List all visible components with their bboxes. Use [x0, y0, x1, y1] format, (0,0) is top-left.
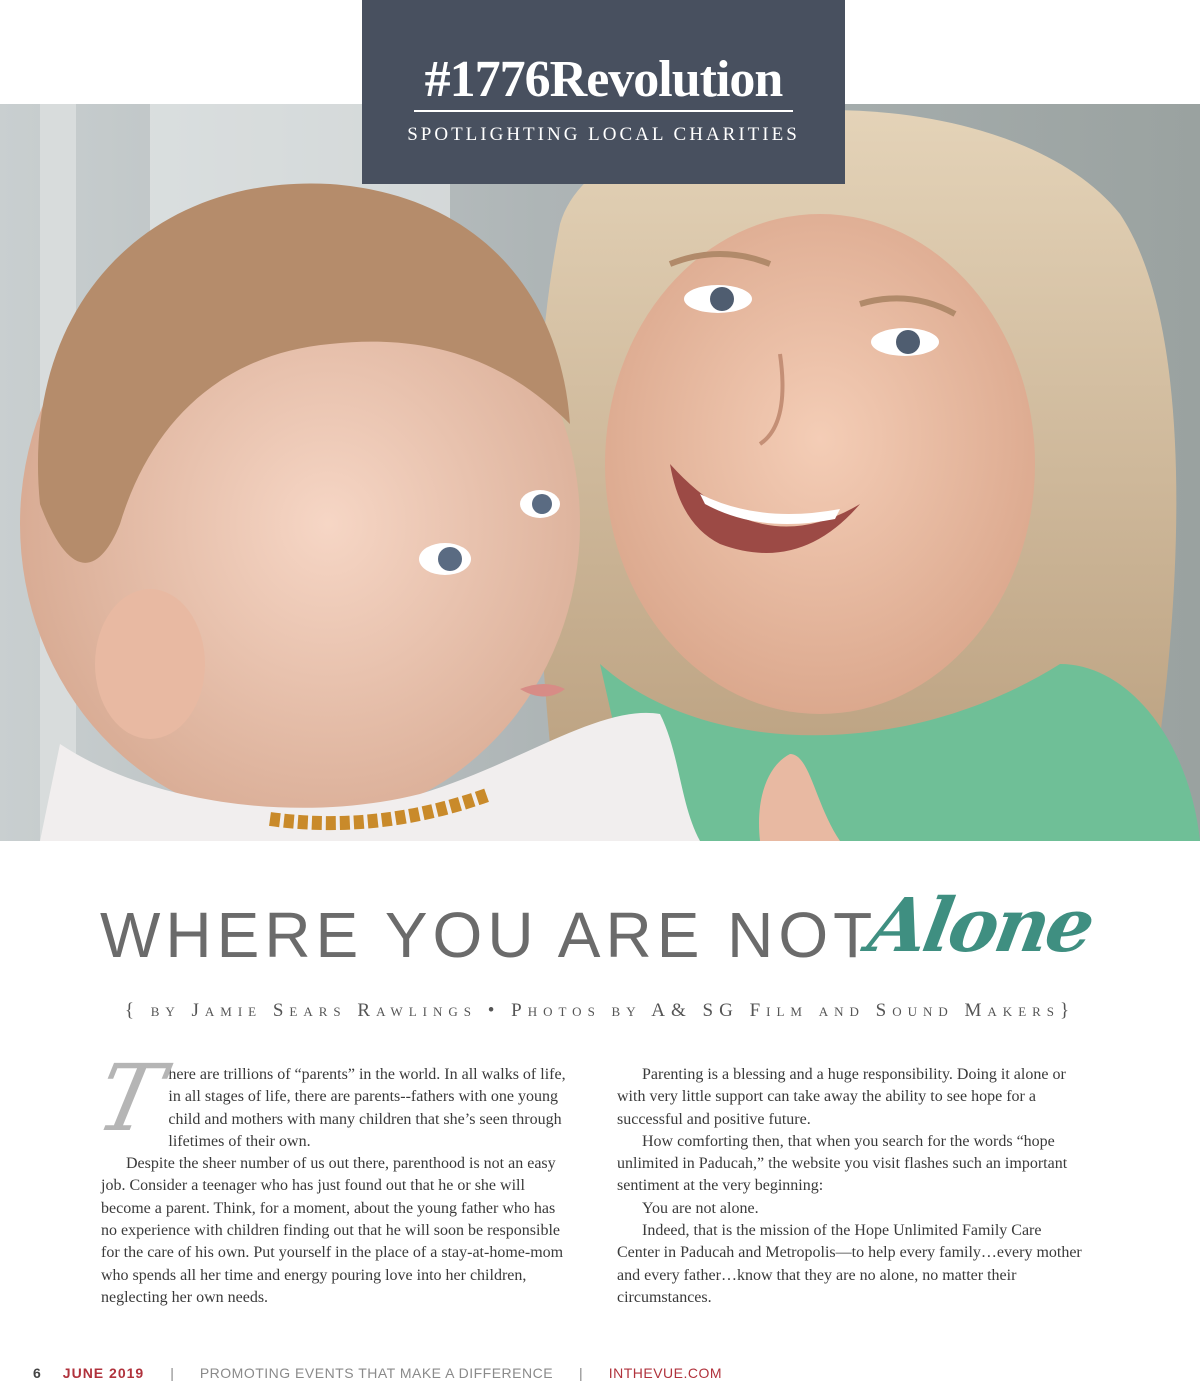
paragraph: How comforting then, that when you search for the words “hope unlimited in Paducah,” the website you visit flashes such an important sentiment at the very beginning:	[617, 1132, 1068, 1195]
masthead-subtitle: SPOTLIGHTING LOCAL CHARITIES	[407, 124, 800, 145]
paragraph: You are not alone.	[642, 1199, 759, 1217]
footer-separator: |	[170, 1365, 174, 1381]
byline: { by Jamie Sears Rawlings • Photos by A& SG Film and Sound Makers}	[124, 1000, 1076, 1021]
drop-cap: T	[87, 1045, 172, 1152]
footer-separator: |	[579, 1365, 583, 1381]
photo-baby-and-smiling-girl-icon	[0, 104, 1200, 841]
article-column-left	[87, 1045, 566, 1309]
page-number: 6	[33, 1365, 41, 1381]
masthead-divider	[414, 110, 793, 112]
paragraph: Despite the sheer number of us out there, parenthood is not an easy job. Consider a teenager who has just found out that he or she will become a parent. Think, for a moment, about the young father who has no experience with children finding out that he will soon be responsible for the care of his own. Put yourself in the place of a stay-at-home-mom who spends all her time and energy pouring love into her children, neglecting her own needs.	[101, 1155, 564, 1306]
paragraph: T here are trillions of “parents” in the world. In all walks of life, in all stages of life, there are parents--fathers with one young child and mothers with many children that she’s seen through lifetimes of their own.	[87, 1045, 566, 1152]
paragraph: Indeed, that is the mission of the Hope Unlimited Family Care Center in Paducah and Metropolis—to help every family…every mother and every father…know that they are no alone, no matter their circumstances.	[617, 1222, 1082, 1306]
footer-slogan: PROMOTING EVENTS THAT MAKE A DIFFERENCE	[199, 1365, 554, 1381]
website-link[interactable]: INTHEVUE.COM	[608, 1365, 723, 1381]
hero-photo	[0, 104, 1200, 841]
hashtag-title: #1776Revolution	[424, 51, 783, 108]
page-footer	[33, 1363, 722, 1383]
headline-plain: WHERE YOU ARE NOT	[100, 899, 878, 971]
masthead-box	[362, 0, 845, 184]
article-column-right	[617, 1064, 1082, 1309]
article-headline	[100, 883, 1140, 985]
headline-script: Alone	[862, 883, 1099, 969]
issue-date: JUNE 2019	[62, 1365, 145, 1381]
paragraph: Parenting is a blessing and a huge responsibility. Doing it alone or with very little support can take away the ability to see hope for a successful and positive future.	[617, 1066, 1066, 1128]
